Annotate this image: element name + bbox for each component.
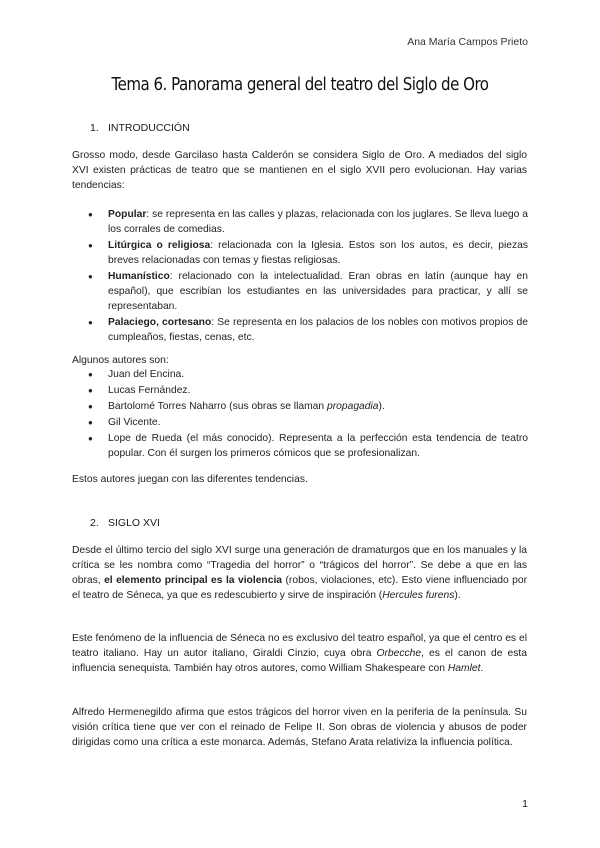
term: Litúrgica o religiosa (108, 240, 211, 251)
text: (robos, violaciones, etc). Esto viene influenciado por el teatro de Séneca, ya que es redescubierto y sirve de inspiración ( (72, 575, 528, 601)
author-text: Bartolomé Torres Naharro (sus obras se llaman (108, 401, 327, 412)
work-title: Hamlet (447, 663, 481, 674)
list-item (88, 207, 528, 237)
author-text: Lope de Rueda (el más conocido). Representa a la perfección esta tendencia de teatro popular. Con él surgen los primeros cómicos que se profesionalizan. (108, 433, 528, 459)
paragraph (72, 631, 527, 676)
list-item (88, 431, 528, 461)
text: Este fenómeno de la influencia de Séneca no es exclusivo del teatro español, ya que el centro es el teatro italiano. Hay un autor italiano, Giraldi Cinzio, cuya obra (72, 633, 527, 659)
section-number: 2. (90, 517, 99, 529)
section-title: SIGLO XVI (108, 517, 160, 529)
authors-list (88, 367, 528, 462)
list-item (88, 367, 528, 382)
paragraph: Alfredo Hermenegildo afirma que estos trágicos del horror viven en la periferia de la península. Su visión crítica tiene que ver con el reinado de Felipe II. Son obras de violencia y abusos de poder dirigidas como una crítica a este monarca. Además, Stefano Arata relativiza la influencia política. (72, 707, 527, 748)
section-number: 1. (90, 122, 99, 134)
section1-closing: Estos autores juegan con las diferentes tendencias. (72, 474, 308, 485)
list-item (88, 383, 528, 398)
author-text: Gil Vicente. (108, 417, 161, 428)
author-text: Juan del Encina. (108, 369, 185, 380)
tendencies-list (88, 207, 528, 346)
list-item (88, 399, 528, 414)
term-description: : relacionada con la Iglesia. Estos son los autos, es decir, piezas breves relacionadas con temas y fiestas religiosas. (108, 240, 528, 266)
list-item (88, 269, 528, 314)
term: Palaciego, cortesano (108, 317, 212, 328)
list-item (88, 315, 528, 345)
header-author: Ana María Campos Prieto (407, 36, 528, 48)
term: Humanístico (108, 271, 170, 282)
section-title: INTRODUCCIÓN (108, 122, 190, 134)
text: . (480, 663, 484, 674)
text: Desde el último tercio del siglo XVI surge una generación de dramaturgos que en los manuales y la crítica se les nombra como “Tragedia del horror” o “trágicos del horror”. Se debe a que en las obras, (72, 545, 527, 586)
list-item (88, 238, 528, 268)
work-title: Hercules furens (382, 590, 455, 601)
section-heading-introduccion (90, 122, 190, 134)
work-title: Orbecche (376, 648, 422, 659)
emphasis: el elemento principal es la violencia (104, 575, 283, 586)
text: ). (454, 590, 461, 601)
intro-paragraph: Grosso modo, desde Garcilaso hasta Calderón se considera Siglo de Oro. A mediados del siglo XVI existen prácticas de teatro que se mantienen en el siglo XVII pero evolucionan. Hay varias tendencias: (72, 150, 527, 191)
page-number: 1 (522, 798, 528, 810)
term-description: : se representa en las calles y plazas, relacionada con los juglares. Se lleva luego a los corrales de comedias. (108, 209, 528, 235)
work-title: propagadia (327, 401, 379, 412)
paragraph (72, 543, 527, 603)
section-heading-siglo-xvi (90, 517, 160, 529)
term: Popular (108, 209, 147, 220)
document-title: Tema 6. Panorama general del teatro del Siglo de Oro (111, 75, 489, 95)
author-text: Lucas Fernández. (108, 385, 191, 396)
list-item (88, 415, 528, 430)
term-description: : Se representa en los palacios de los nobles con motivos propios de cumpleaños, fiestas, cenas, etc. (108, 317, 528, 343)
author-text: ). (378, 401, 385, 412)
authors-intro: Algunos autores son: (72, 355, 169, 366)
term-description: : relacionado con la intelectualidad. Eran obras en latín (aunque hay en español), que escribían los estudiantes en las universidades para practicar, y allí se representaban. (108, 271, 528, 312)
text: , es el canon de esta influencia senequista. También hay otros autores, como William Shakespeare con (72, 648, 527, 674)
